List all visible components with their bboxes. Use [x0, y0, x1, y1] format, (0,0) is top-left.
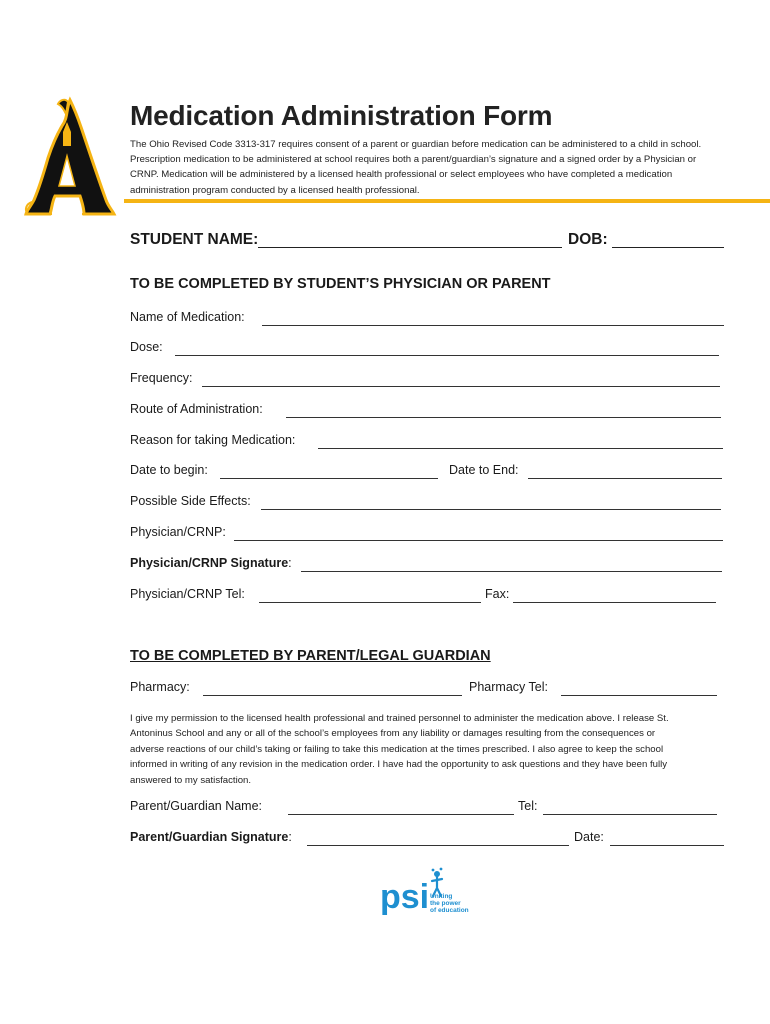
- route-label: Route of Administration:: [130, 402, 263, 416]
- school-logo-icon: [22, 96, 118, 222]
- date-end-label: Date to End:: [449, 463, 519, 477]
- guardian-date-label: Date:: [574, 830, 604, 844]
- physician-signature-label: Physician/CRNP Signature:: [130, 556, 292, 570]
- guardian-name-field[interactable]: [288, 814, 514, 815]
- frequency-label: Frequency:: [130, 371, 193, 385]
- medication-name-row: [130, 310, 724, 330]
- medication-name-field[interactable]: [262, 325, 724, 326]
- pharmacy-field[interactable]: [203, 695, 462, 696]
- student-name-field[interactable]: [258, 247, 562, 248]
- intro-paragraph: [130, 137, 730, 198]
- physician-row: [130, 525, 724, 545]
- guardian-signature-label: Parent/Guardian Signature:: [130, 830, 292, 844]
- fax-label: Fax:: [485, 587, 510, 601]
- consent-line: I give my permission to the licensed health professional and trained personnel to administer the medication above. I release St.: [130, 713, 669, 724]
- physician-section-heading: TO BE COMPLETED BY STUDENT’S PHYSICIAN OR PARENT: [130, 276, 551, 292]
- parent-section-heading: TO BE COMPLETED BY PARENT/LEGAL GUARDIAN: [130, 648, 491, 664]
- pharmacy-tel-label: Pharmacy Tel:: [469, 680, 548, 694]
- guardian-name-row: [130, 799, 724, 819]
- intro-line: Prescription medication to be administered at school requires both a parent/guardian’s signature and a signed order by a Physician or: [130, 154, 697, 166]
- dob-field[interactable]: [612, 247, 724, 248]
- date-row: [130, 463, 724, 483]
- pharmacy-label: Pharmacy:: [130, 680, 190, 694]
- date-end-field[interactable]: [528, 478, 722, 479]
- dob-label: DOB:: [568, 231, 608, 248]
- physician-field[interactable]: [234, 540, 723, 541]
- physician-tel-label: Physician/CRNP Tel:: [130, 587, 245, 601]
- psi-logo-icon: [380, 866, 480, 916]
- reason-label: Reason for taking Medication:: [130, 433, 296, 447]
- student-name-label: STUDENT NAME:: [130, 231, 259, 248]
- physician-signature-field[interactable]: [301, 571, 722, 572]
- svg-text:Uniting: Uniting: [430, 893, 453, 900]
- physician-signature-row: [130, 556, 724, 576]
- guardian-date-field[interactable]: [610, 845, 724, 846]
- physician-tel-field[interactable]: [259, 602, 481, 603]
- fax-field[interactable]: [513, 602, 716, 603]
- intro-line: CRNP. Medication will be administered by a licensed health professional or select employees who have completed a medication: [130, 169, 673, 181]
- physician-label: Physician/CRNP:: [130, 525, 226, 539]
- side-effects-field[interactable]: [261, 509, 721, 510]
- side-effects-label: Possible Side Effects:: [130, 494, 251, 508]
- consent-line: informed in writing of any revision in the medication order. I have had the opportunity to ask questions and they have been fully: [130, 759, 668, 771]
- svg-text:psi: psi: [380, 878, 430, 916]
- route-field[interactable]: [286, 417, 721, 418]
- date-begin-label: Date to begin:: [130, 463, 208, 477]
- frequency-row: [130, 371, 724, 391]
- pharmacy-row: [130, 680, 724, 700]
- route-row: [130, 402, 724, 422]
- reason-field[interactable]: [318, 448, 723, 449]
- header-divider: [124, 199, 770, 203]
- consent-paragraph: [130, 711, 730, 788]
- physician-tel-row: [130, 587, 724, 607]
- guardian-tel-label: Tel:: [518, 799, 538, 813]
- side-effects-row: [130, 494, 724, 514]
- pharmacy-tel-field[interactable]: [561, 695, 717, 696]
- frequency-field[interactable]: [202, 386, 720, 387]
- student-row: [130, 231, 724, 253]
- medication-name-label: Name of Medication:: [130, 310, 245, 324]
- svg-text:of education: of education: [430, 907, 469, 914]
- svg-text:the power: the power: [430, 900, 461, 907]
- dose-row: [130, 340, 724, 360]
- guardian-signature-field[interactable]: [307, 845, 569, 846]
- intro-line: administration program conducted by a licensed health professional.: [130, 184, 420, 196]
- consent-line: answered to my satisfaction.: [130, 774, 252, 786]
- guardian-tel-field[interactable]: [543, 814, 717, 815]
- date-begin-field[interactable]: [220, 478, 438, 479]
- guardian-name-label: Parent/Guardian Name:: [130, 799, 263, 813]
- dose-field[interactable]: [175, 355, 719, 356]
- consent-line: adverse reactions of our child’s taking or failing to take this medication at the times prescribed. I also agree to keep the school: [130, 743, 664, 755]
- reason-row: [130, 433, 724, 453]
- consent-line: Antoninus School and any or all of the school’s employees from any liability or damages resulting from the consequences or: [130, 728, 656, 740]
- intro-line: The Ohio Revised Code 3313-317 requires consent of a parent or guardian before medication can be administered to a child in school.: [130, 139, 702, 150]
- guardian-signature-row: [130, 830, 724, 850]
- form-title: Medication Administration Form: [130, 100, 553, 131]
- dose-label: Dose:: [130, 340, 163, 354]
